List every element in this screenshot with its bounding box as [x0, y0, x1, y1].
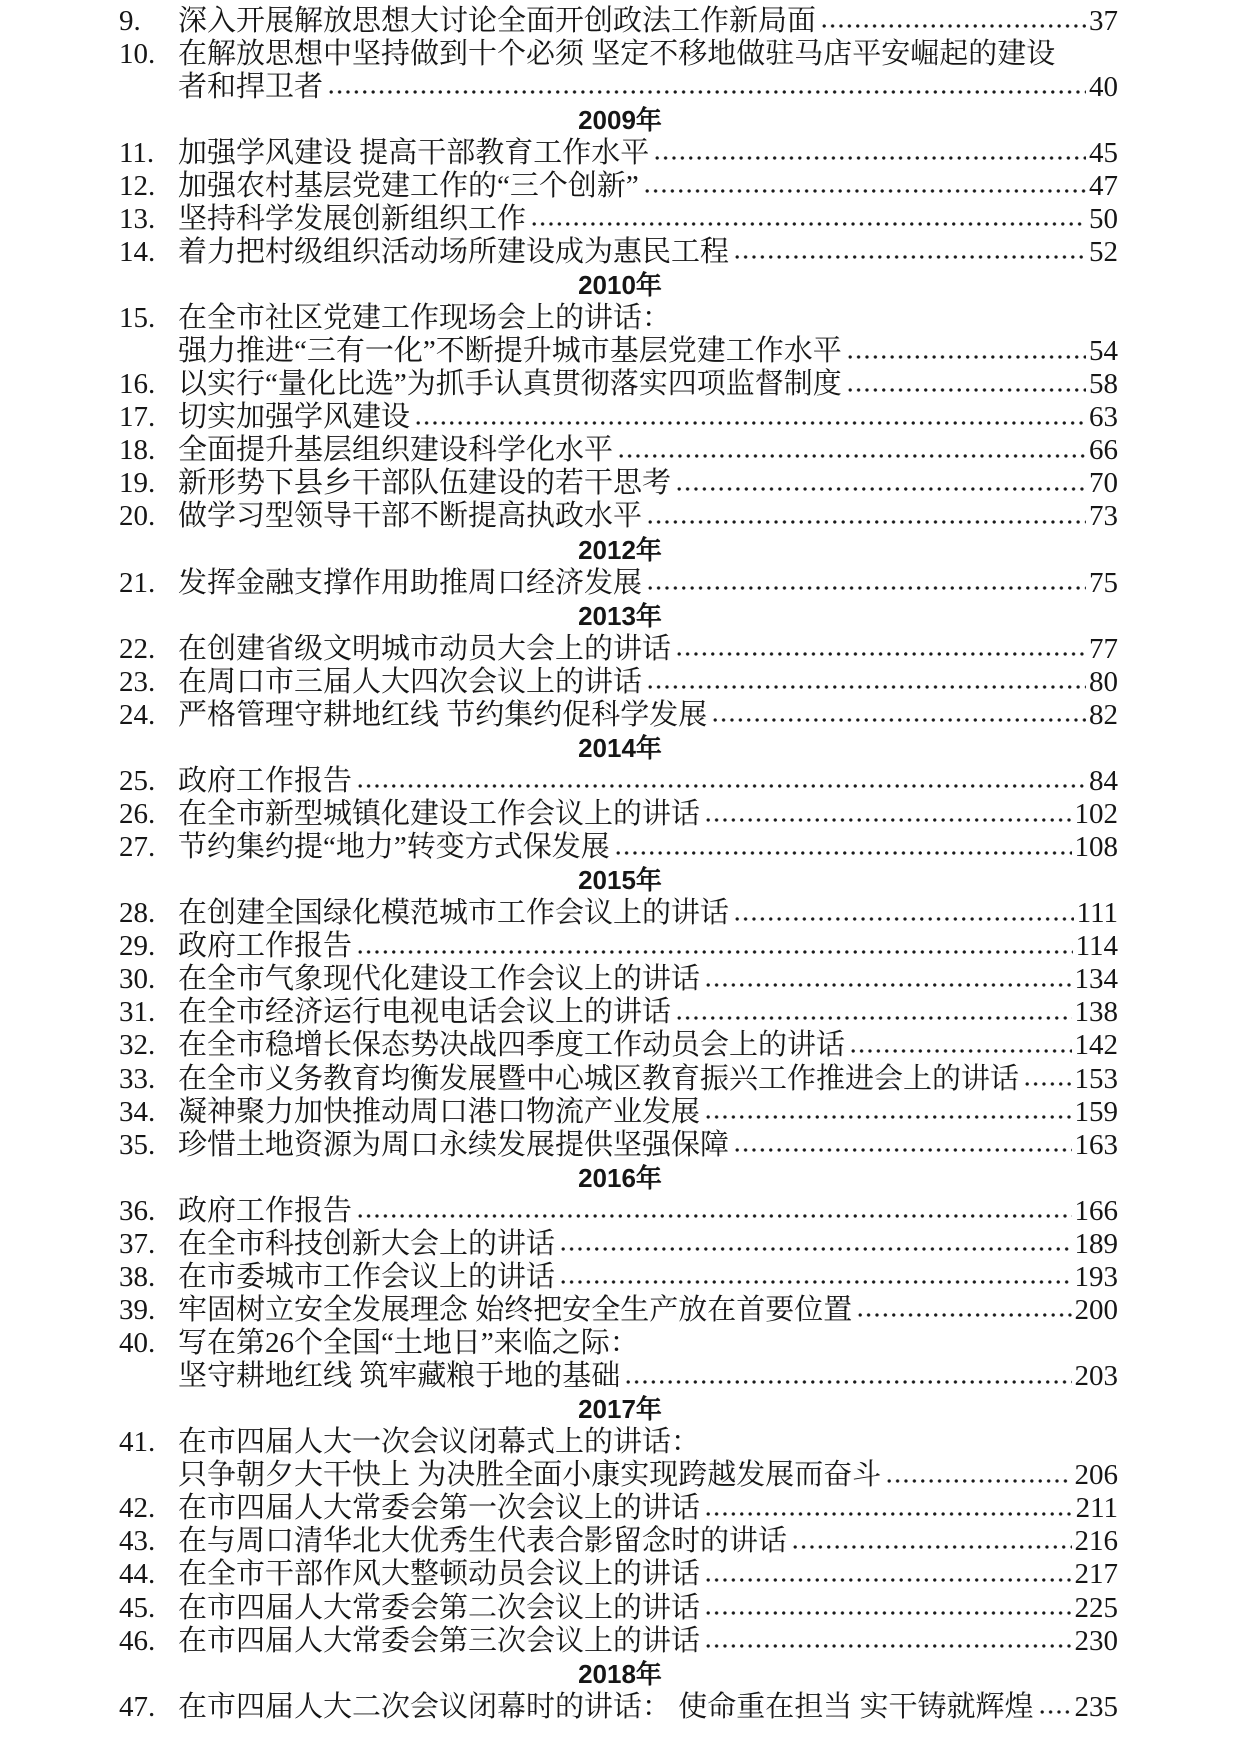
dot-leader: [559, 1246, 1071, 1252]
dot-leader: [356, 1213, 1071, 1219]
dot-leader: [846, 354, 1086, 360]
entry-title: 在市四届人大常委会第一次会议上的讲话: [178, 1492, 701, 1525]
entry-title: 切实加强学风建设: [178, 401, 411, 434]
toc-entry: [0, 137, 1240, 170]
entry-title: 加强学风建设 提高干部教育工作水平: [178, 136, 650, 169]
entry-number: 20.: [119, 500, 156, 533]
page-number: 66: [1089, 434, 1118, 467]
page-number: 108: [1074, 831, 1118, 864]
page-number: 50: [1089, 202, 1118, 235]
entry-title: 加强农村基层党建工作的“三个创新”: [178, 169, 639, 202]
toc-entry: [0, 467, 1240, 500]
page-number: 37: [1089, 4, 1118, 37]
entry-title: 牢固树立安全发展理念 始终把安全生产放在首要位置: [178, 1293, 853, 1326]
dot-leader: [856, 1312, 1071, 1318]
dot-leader: [530, 221, 1086, 227]
toc-entry: [0, 170, 1240, 203]
entry-number: 22.: [119, 632, 156, 665]
toc-entry: [0, 203, 1240, 236]
dot-leader: [733, 254, 1086, 260]
toc-entry: [0, 798, 1240, 831]
toc-entry: [0, 1426, 1240, 1492]
year-heading: 2013年: [578, 600, 662, 631]
dot-leader: [704, 1577, 1071, 1583]
toc-entry: [0, 1592, 1240, 1625]
entry-number: 47.: [119, 1690, 156, 1723]
entry-title: 在市委城市工作会议上的讲话: [178, 1260, 556, 1293]
entry-title: 在市四届人大常委会第三次会议上的讲话: [178, 1624, 701, 1657]
entry-number: 26.: [119, 798, 156, 830]
toc-section-2013: [0, 600, 1240, 732]
toc-entry: [0, 666, 1240, 699]
dot-leader: [704, 1114, 1071, 1120]
toc-entry: [0, 567, 1240, 600]
entry-number: 14.: [119, 235, 156, 268]
dot-leader: [820, 23, 1086, 29]
dot-leader: [704, 1511, 1073, 1517]
entry-line: [0, 38, 1240, 71]
entry-number: 11.: [119, 136, 155, 169]
toc-entry: [0, 1691, 1240, 1724]
toc-entry: [0, 930, 1240, 963]
dot-leader: [675, 486, 1086, 492]
entry-title: 在解放思想中坚持做到十个必须 坚定不移地做驻马店平安崛起的建设: [178, 37, 1056, 70]
year-heading: 2009年: [578, 104, 662, 135]
page-number: 73: [1089, 500, 1118, 533]
entry-number: 36.: [119, 1194, 156, 1227]
entry-title: 在全市社区党建工作现场会上的讲话：: [178, 302, 672, 335]
dot-leader: [646, 519, 1086, 525]
page-number: 52: [1089, 235, 1118, 268]
toc-section-2015: [0, 864, 1240, 1162]
toc-entry: [0, 1261, 1240, 1294]
toc-entry: [0, 699, 1240, 732]
entry-title: 全面提升基层组织建设科学化水平: [178, 434, 614, 467]
entry-line: [0, 1327, 1240, 1360]
entry-number: 19.: [119, 467, 156, 500]
page-number: 58: [1089, 368, 1118, 401]
entry-title: 在全市气象现代化建设工作会议上的讲话: [178, 963, 701, 996]
dot-leader: [559, 1279, 1071, 1285]
toc-entry: [0, 897, 1240, 930]
entry-number: 29.: [119, 930, 156, 963]
toc-section-2010: [0, 269, 1240, 534]
dot-leader: [704, 817, 1071, 823]
page-number: 138: [1074, 996, 1118, 1029]
entry-number: 13.: [119, 202, 156, 235]
entry-number: 35.: [119, 1128, 156, 1161]
entry-title: 政府工作报告: [178, 1194, 353, 1227]
entry-title: 在全市义务教育均衡发展暨中心城区教育振兴工作推进会上的讲话: [178, 1062, 1020, 1095]
dot-leader: [711, 717, 1086, 723]
toc-entry: [0, 1228, 1240, 1261]
entry-title: 新形势下县乡干部队伍建设的若干思考: [178, 467, 672, 500]
toc-entry: [0, 996, 1240, 1029]
entry-number: 34.: [119, 1095, 156, 1128]
entry-number: 31.: [119, 996, 156, 1029]
page-number: 189: [1074, 1227, 1118, 1260]
dot-leader: [646, 585, 1086, 591]
dot-leader: [733, 1147, 1071, 1153]
entry-line: [0, 335, 1240, 368]
entry-line: [0, 1360, 1240, 1393]
dot-leader: [624, 1379, 1071, 1385]
entry-number: 9.: [119, 4, 141, 37]
toc-entry: [0, 38, 1240, 104]
entry-line: [0, 1459, 1240, 1492]
entry-number: 28.: [119, 897, 156, 930]
year-heading: 2015年: [578, 865, 662, 896]
toc-section-2016: [0, 1162, 1240, 1393]
page-number: 84: [1089, 764, 1118, 797]
dot-leader: [675, 1015, 1071, 1021]
entry-title: 在市四届人大常委会第二次会议上的讲话: [178, 1591, 701, 1624]
dot-leader: [675, 651, 1086, 657]
entry-number: 42.: [119, 1492, 156, 1525]
year-heading: 2017年: [578, 1394, 662, 1425]
page-number: 114: [1075, 930, 1118, 963]
toc-entry: [0, 500, 1240, 533]
toc-entry: [0, 1063, 1240, 1096]
dot-leader: [643, 188, 1086, 194]
page-number: 200: [1074, 1293, 1118, 1326]
page-number: 77: [1089, 632, 1118, 665]
entry-title: 在全市干部作风大整顿动员会议上的讲话: [178, 1558, 701, 1591]
toc-entry: [0, 1129, 1240, 1162]
page-number: 206: [1074, 1459, 1118, 1492]
entry-title: 在全市科技创新大会上的讲话: [178, 1227, 556, 1260]
toc-entry: [0, 633, 1240, 666]
toc-entry: [0, 1525, 1240, 1558]
entry-title: 着力把村级组织活动场所建设成为惠民工程: [178, 235, 730, 268]
entry-title: 在周口市三届人大四次会议上的讲话: [178, 665, 643, 698]
entry-title: 珍惜土地资源为周口永续发展提供坚强保障: [178, 1128, 730, 1161]
dot-leader: [356, 949, 1073, 955]
entry-title: 写在第26个全国“土地日”来临之际：: [178, 1327, 639, 1359]
entry-title: 政府工作报告: [178, 930, 353, 963]
entry-title: 节约集约提“地力”转变方式保发展: [178, 831, 610, 864]
entry-number: 10.: [119, 37, 156, 70]
entry-line: [0, 71, 1240, 104]
entry-number: 12.: [119, 169, 156, 202]
entry-line: [0, 1426, 1240, 1459]
entry-title: 坚持科学发展创新组织工作: [178, 202, 527, 235]
toc-section-2017: [0, 1393, 1240, 1658]
entry-title: 严格管理守耕地红线 节约集约促科学发展: [178, 698, 708, 731]
page-number: 54: [1089, 335, 1118, 368]
toc-section-continued: [0, 5, 1240, 104]
dot-leader: [846, 387, 1086, 393]
entry-number: 23.: [119, 665, 156, 698]
page-number: 166: [1074, 1194, 1118, 1227]
page-number: 63: [1089, 401, 1118, 434]
entry-number: 17.: [119, 401, 156, 434]
entry-number: 45.: [119, 1591, 156, 1624]
page-number: 225: [1074, 1591, 1118, 1624]
entry-number: 43.: [119, 1525, 156, 1558]
year-heading: 2010年: [578, 270, 662, 300]
toc-entry: [0, 1029, 1240, 1062]
entry-title: 在市四届人大一次会议闭幕式上的讲话：: [178, 1426, 701, 1459]
page-number: 45: [1089, 136, 1118, 169]
dot-leader: [614, 850, 1072, 856]
entry-number: 41.: [119, 1426, 156, 1459]
page-number: 230: [1074, 1624, 1118, 1657]
toc-entry: [0, 5, 1240, 38]
dot-leader: [356, 783, 1086, 789]
entry-title: 在全市新型城镇化建设工作会议上的讲话: [178, 798, 701, 830]
dot-leader: [414, 420, 1086, 426]
toc-entry: [0, 401, 1240, 434]
entry-title-continued: 者和捍卫者: [178, 70, 324, 103]
entry-title-continued: 只争朝夕大干快上 为决胜全面小康实现跨越发展而奋斗: [178, 1459, 882, 1492]
entry-number: 16.: [119, 368, 156, 401]
page-number: 217: [1074, 1558, 1118, 1591]
entry-number: 33.: [119, 1062, 156, 1095]
page-number: 193: [1074, 1260, 1118, 1293]
toc-entry: [0, 1625, 1240, 1658]
page-number: 153: [1074, 1062, 1118, 1095]
toc-section-2018: [0, 1658, 1240, 1724]
page-number: 142: [1074, 1029, 1118, 1062]
year-heading: 2018年: [578, 1658, 662, 1689]
entry-title-continued: 强力推进“三有一化”不断提升城市基层党建工作水平: [178, 335, 842, 368]
entry-title: 做学习型领导干部不断提高执政水平: [178, 500, 643, 533]
page-number: 211: [1075, 1492, 1118, 1525]
year-heading: 2012年: [578, 534, 662, 565]
toc-entry: [0, 434, 1240, 467]
year-heading: 2014年: [578, 732, 662, 763]
page-number: 111: [1076, 897, 1118, 930]
dot-leader: [646, 684, 1086, 690]
page-number: 75: [1089, 566, 1118, 599]
page-number: 134: [1074, 963, 1118, 996]
entry-number: 37.: [119, 1227, 156, 1260]
page-number: 163: [1074, 1128, 1118, 1161]
dot-leader: [1038, 1709, 1072, 1715]
entry-line: [0, 302, 1240, 335]
entry-title: 在全市经济运行电视电话会议上的讲话: [178, 996, 672, 1029]
toc-entry: [0, 1327, 1240, 1393]
page-number: 82: [1089, 698, 1118, 731]
dot-leader: [733, 916, 1074, 922]
toc-entry: [0, 1195, 1240, 1228]
dot-leader: [704, 982, 1071, 988]
entry-title-continued: 坚守耕地红线 筑牢藏粮于地的基础: [178, 1360, 621, 1393]
toc-entry: [0, 765, 1240, 798]
toc-section-2012: [0, 534, 1240, 600]
entry-number: 25.: [119, 764, 156, 797]
page-number: 203: [1074, 1360, 1118, 1393]
entry-number: 24.: [119, 698, 156, 731]
toc-entry: [0, 236, 1240, 269]
dot-leader: [791, 1544, 1071, 1550]
entry-number: 21.: [119, 566, 156, 599]
entry-title: 发挥金融支撑作用助推周口经济发展: [178, 566, 643, 599]
toc-entry: [0, 1096, 1240, 1129]
entry-number: 15.: [119, 302, 156, 335]
toc-entry: [0, 963, 1240, 996]
entry-number: 46.: [119, 1624, 156, 1657]
dot-leader: [617, 453, 1086, 459]
page-number: 47: [1089, 169, 1118, 202]
entry-title: 以实行“量化比选”为抓手认真贯彻落实四项监督制度: [178, 368, 842, 401]
entry-number: 44.: [119, 1558, 156, 1591]
toc-entry: [0, 302, 1240, 368]
year-heading: 2016年: [578, 1162, 662, 1193]
toc-entry: [0, 1294, 1240, 1327]
toc-section-2014: [0, 732, 1240, 864]
entry-number: 32.: [119, 1029, 156, 1062]
toc-entry: [0, 1492, 1240, 1525]
entry-number: 40.: [119, 1327, 156, 1359]
entry-title: 凝神聚力加快推动周口港口物流产业发展: [178, 1095, 701, 1128]
page-number: 235: [1074, 1690, 1118, 1723]
page-number: 216: [1074, 1525, 1118, 1558]
entry-number: 18.: [119, 434, 156, 467]
entry-number: 39.: [119, 1293, 156, 1326]
page-number: 102: [1074, 798, 1118, 830]
entry-title: 在市四届人大二次会议闭幕时的讲话： 使命重在担当 实干铸就辉煌: [178, 1690, 1034, 1723]
toc-entry: [0, 1558, 1240, 1591]
dot-leader: [327, 89, 1086, 95]
toc-entry: [0, 831, 1240, 864]
entry-title: 在与周口清华北大优秀生代表合影留念时的讲话: [178, 1525, 788, 1558]
dot-leader: [885, 1478, 1071, 1484]
entry-title: 政府工作报告: [178, 764, 353, 797]
entry-title: 深入开展解放思想大讨论全面开创政法工作新局面: [178, 4, 817, 37]
entry-title: 在创建省级文明城市动员大会上的讲话: [178, 632, 672, 665]
dot-leader: [704, 1610, 1071, 1616]
dot-leader: [653, 155, 1086, 161]
entry-title: 在创建全国绿化模范城市工作会议上的讲话: [178, 897, 730, 930]
page-number: 159: [1074, 1095, 1118, 1128]
dot-leader: [704, 1643, 1071, 1649]
page-number: 70: [1089, 467, 1118, 500]
entry-number: 27.: [119, 831, 156, 864]
entry-title: 在全市稳增长保态势决战四季度工作动员会上的讲话: [178, 1029, 846, 1062]
dot-leader: [1023, 1081, 1071, 1087]
toc-entry: [0, 368, 1240, 401]
page-number: 80: [1089, 665, 1118, 698]
toc-section-2009: [0, 104, 1240, 269]
entry-number: 38.: [119, 1260, 156, 1293]
page-number: 40: [1089, 70, 1118, 103]
dot-leader: [849, 1048, 1071, 1054]
entry-number: 30.: [119, 963, 156, 996]
